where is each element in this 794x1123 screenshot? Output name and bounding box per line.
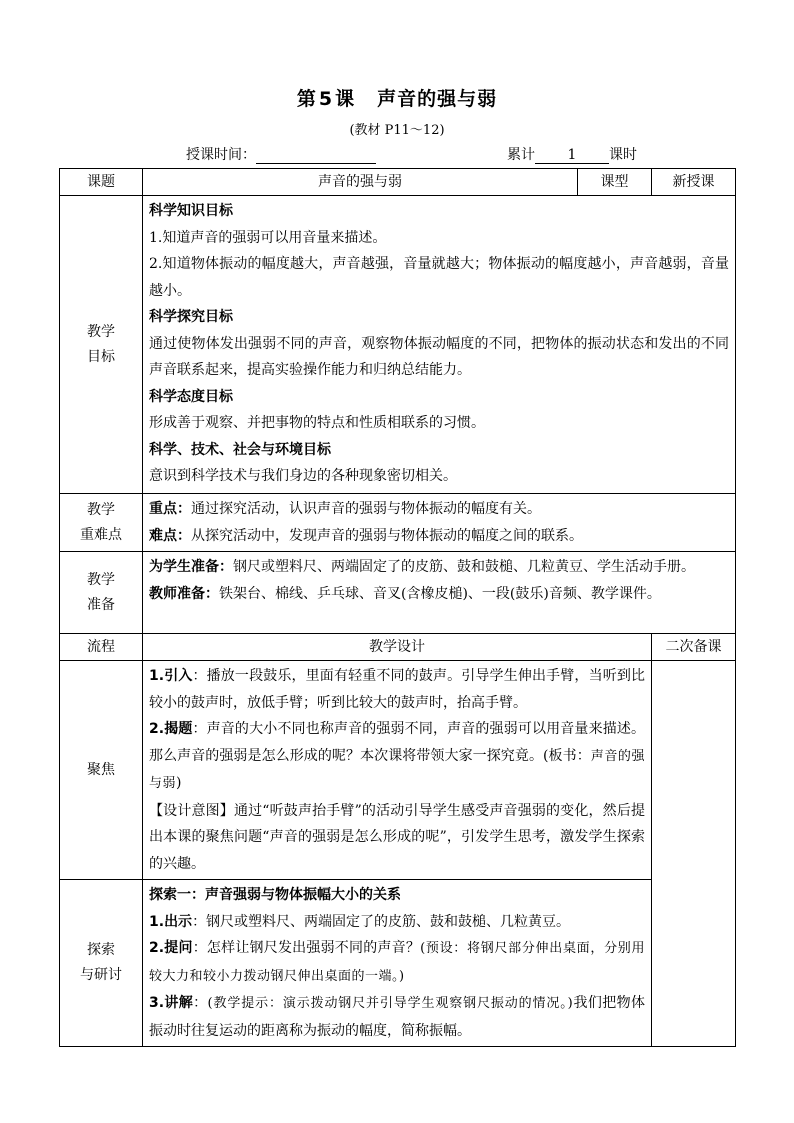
- lesson-title: [0, 84, 794, 111]
- table-row-preparation: [60, 552, 736, 634]
- step-intro: 1.引入：播放一段鼓乐，里面有轻重不同的鼓声。引导学生伸出手臂，当听到比较小的鼓声时，放低手臂；听到比较大的鼓声时，抬高手臂。: [149, 668, 645, 711]
- cumulative-hours: [507, 146, 637, 164]
- teach-time-label: 授课时间：: [186, 147, 256, 163]
- lesson-prefix: 第: [296, 88, 317, 110]
- topic-value: 声音的强与弱: [143, 169, 578, 196]
- key-points-content: [143, 494, 736, 552]
- label-objectives: 教学 目标: [60, 196, 143, 494]
- lesson-type-value: 新授课: [652, 169, 736, 196]
- teach-time-blank[interactable]: [256, 148, 376, 164]
- design-intent: 【设计意图】通过“听鼓声抬手臂”的活动引导学生感受声音强弱的变化，然后提出本课的聚焦问题“声音的强弱是怎么形成的呢”，引发学生思考，激发学生探索的兴趣。: [149, 802, 645, 872]
- teach-time: [186, 146, 376, 164]
- lesson-number: 5: [318, 88, 334, 110]
- objective-text: 意识到科学技术与我们身边的各种现象密切相关。: [149, 468, 457, 484]
- textbook-pages: (教材 P11～12): [349, 123, 445, 138]
- objective-heading: 科学态度目标: [149, 388, 233, 405]
- step-reveal: 2.揭题：声音的大小不同也称声音的强弱不同，声音的强弱可以用音量来描述。那么声音的强弱是怎么形成的呢？本次课将带领大家一探究竟。(板书：声音的强与弱): [149, 721, 645, 791]
- focus-point: 重点：通过探究活动，认识声音的强弱与物体振动的幅度有关。: [149, 501, 541, 517]
- objective-heading: 科学探究目标: [149, 309, 233, 325]
- step-show: 1.出示：钢尺或塑料尺、两端固定了的皮筋、鼓和鼓槌、几粒黄豆。: [149, 913, 571, 930]
- explore-content: [143, 880, 652, 1047]
- table-row-flow-header: [60, 634, 736, 661]
- lesson-plan-table: [59, 168, 736, 1047]
- explore-heading: 探索一：声音强弱与物体振幅大小的关系: [149, 887, 401, 903]
- student-preparation: 为学生准备：钢尺或塑料尺、两端固定了的皮筋、鼓和鼓槌、几粒黄豆、学生活动手册。: [149, 559, 695, 575]
- label-preparation: 教学 准备: [60, 552, 143, 634]
- objective-text: 形成善于观察、并把事物的特点和性质相联系的习惯。: [149, 415, 485, 431]
- lesson-suffix: 课: [335, 88, 356, 110]
- objective-text: 2.知道物体振动的幅度越大，声音越强，音量就越大；物体振动的幅度越小，声音越弱，音量越小。: [149, 256, 729, 299]
- objectives-content: [143, 196, 736, 494]
- label-lesson-type: 课型: [578, 169, 652, 196]
- lesson-title-text: 声音的强与弱: [377, 88, 498, 110]
- table-row-topic: [60, 169, 736, 196]
- teacher-preparation: 教师准备：铁架台、棉线、乒乓球、音叉(含橡皮槌)、一段(鼓乐)音频、教学课件。: [149, 585, 661, 602]
- step-ask: 2.提问：怎样让钢尺发出强弱不同的声音？(预设：将钢尺部分伸出桌面，分别用较大力和较小力拨动钢尺伸出桌面的一端。): [149, 940, 646, 984]
- objective-text: 1.知道声音的强弱可以用音量来描述。: [149, 229, 387, 246]
- table-row-key-points: [60, 494, 736, 552]
- objective-text: 通过使物体发出强弱不同的声音，观察物体振动幅度的不同，把物体的振动状态和发出的不同声音联系起来，提高实验操作能力和归纳总结能力。: [149, 335, 729, 378]
- col-header-design: 教学设计: [143, 634, 652, 661]
- label-explore: 探索 与研讨: [60, 880, 143, 1047]
- step-explain: 3.讲解：(教学提示：演示拨动钢尺并引导学生观察钢尺振动的情况。)我们把物体振动时往复运动的距离称为振动的幅度，简称振幅。: [149, 995, 646, 1039]
- preparation-content: [143, 552, 736, 634]
- objective-heading: 科学知识目标: [149, 203, 233, 219]
- label-topic: 课题: [60, 169, 143, 196]
- cumulative-label: 累计: [507, 147, 535, 163]
- revision-notes-cell[interactable]: [652, 661, 736, 1047]
- table-row-objectives: [60, 196, 736, 494]
- cumulative-value[interactable]: 1: [535, 148, 609, 164]
- col-header-revision: 二次备课: [652, 634, 736, 661]
- cumulative-unit: 课时: [609, 147, 637, 163]
- difficulty-point: 难点：从探究活动中，发现声音的强弱与物体振动的幅度之间的联系。: [149, 527, 583, 544]
- objective-heading: 科学、技术、社会与环境目标: [149, 441, 331, 458]
- focus-content: [143, 661, 652, 880]
- label-focus: 聚焦: [60, 661, 143, 880]
- label-key-points: 教学 重难点: [60, 494, 143, 552]
- table-row-explore: [60, 880, 736, 1047]
- table-row-focus: [60, 661, 736, 880]
- col-header-flow: 流程: [60, 634, 143, 661]
